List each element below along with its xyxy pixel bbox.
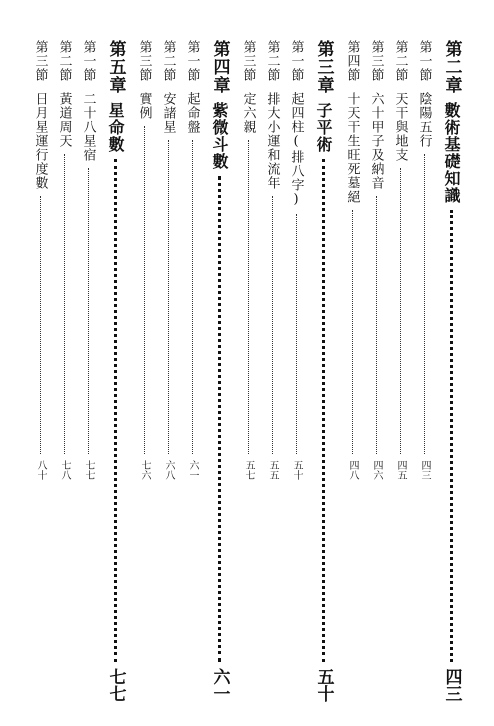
section-title: 實例 xyxy=(136,92,152,120)
page-number: 五七 xyxy=(243,460,254,480)
section-title: 日月星運行度數 xyxy=(32,92,48,190)
chapter-number: 第二章 xyxy=(441,40,462,94)
dot-leader xyxy=(424,154,425,454)
chapter-number: 第五章 xyxy=(105,40,126,94)
toc-chapter-4[interactable] xyxy=(208,40,230,702)
toc-section-3-3[interactable] xyxy=(240,40,256,480)
chapter-title: 子平術 xyxy=(314,102,333,153)
page-number: 四三 xyxy=(419,460,430,480)
dot-leader xyxy=(272,196,273,454)
page-number: 七八 xyxy=(59,460,70,480)
dot-leader xyxy=(40,196,41,454)
section-number: 第三節 xyxy=(136,40,152,82)
toc-chapter-2[interactable] xyxy=(440,40,462,702)
dot-leader xyxy=(144,126,145,454)
toc-chapter-5[interactable] xyxy=(104,40,126,702)
toc-section-2-2[interactable] xyxy=(392,40,408,480)
section-title: 黃道周天 xyxy=(56,92,72,148)
section-title: 六十甲子及納音 xyxy=(368,92,384,190)
section-number: 第二節 xyxy=(392,40,408,82)
dot-leader xyxy=(168,140,169,454)
section-number: 第一節 xyxy=(416,40,432,82)
toc-chapter-3[interactable] xyxy=(312,40,334,702)
section-number: 第三節 xyxy=(240,40,256,82)
section-title: 二十八星宿 xyxy=(80,92,96,162)
section-title: 起四柱(排八字) xyxy=(288,92,304,208)
chapter-title: 紫微斗數 xyxy=(210,102,229,170)
toc-section-4-1[interactable] xyxy=(184,40,200,480)
section-number: 第一節 xyxy=(288,40,304,82)
page-number: 六一 xyxy=(187,460,198,480)
page-number: 八十 xyxy=(35,460,46,480)
toc-section-5-2[interactable] xyxy=(56,40,72,480)
section-title: 陰陽五行 xyxy=(416,92,432,148)
dot-leader xyxy=(64,154,65,454)
page-number: 五十 xyxy=(291,460,302,480)
section-number: 第二節 xyxy=(264,40,280,82)
dot-leader xyxy=(88,168,89,454)
dot-leader xyxy=(376,196,377,454)
dot-leader xyxy=(450,210,453,662)
dot-leader xyxy=(322,159,325,662)
section-title: 定六親 xyxy=(240,92,256,134)
dot-leader xyxy=(114,159,117,662)
section-title: 排大小運和流年 xyxy=(264,92,280,190)
dot-leader xyxy=(296,214,297,454)
toc-section-4-3[interactable] xyxy=(136,40,152,480)
section-title: 安諸星 xyxy=(160,92,176,134)
section-number: 第四節 xyxy=(344,40,360,82)
page-number: 四八 xyxy=(347,460,358,480)
section-title: 十天干生旺死墓絕 xyxy=(344,92,360,204)
page-number: 六一 xyxy=(209,668,230,702)
section-number: 第二節 xyxy=(160,40,176,82)
dot-leader xyxy=(218,176,221,662)
page-number: 五五 xyxy=(267,460,278,480)
toc-section-3-1[interactable] xyxy=(288,40,304,480)
toc-section-2-1[interactable] xyxy=(416,40,432,480)
toc-section-2-4[interactable] xyxy=(344,40,360,480)
page-number: 五十 xyxy=(313,668,334,702)
section-number: 第二節 xyxy=(56,40,72,82)
dot-leader xyxy=(248,140,249,454)
page-number: 四六 xyxy=(371,460,382,480)
section-number: 第一節 xyxy=(80,40,96,82)
toc-section-5-1[interactable] xyxy=(80,40,96,480)
dot-leader xyxy=(192,140,193,454)
toc-section-5-3[interactable] xyxy=(32,40,48,480)
toc-section-3-2[interactable] xyxy=(264,40,280,480)
page-number: 四五 xyxy=(395,460,406,480)
page-number: 四三 xyxy=(441,668,462,702)
chapter-number: 第三章 xyxy=(313,40,334,94)
section-number: 第一節 xyxy=(184,40,200,82)
page-number: 七七 xyxy=(83,460,94,480)
toc-section-2-3[interactable] xyxy=(368,40,384,480)
toc-section-4-2[interactable] xyxy=(160,40,176,480)
page-number: 七六 xyxy=(139,460,150,480)
chapter-number: 第四章 xyxy=(209,40,230,94)
page-number: 六八 xyxy=(163,460,174,480)
section-number: 第三節 xyxy=(368,40,384,82)
dot-leader xyxy=(400,168,401,454)
section-title: 天干與地支 xyxy=(392,92,408,162)
chapter-title: 數術基礎知識 xyxy=(442,102,461,204)
chapter-title: 星命數 xyxy=(106,102,125,153)
section-title: 起命盤 xyxy=(184,92,200,134)
dot-leader xyxy=(352,210,353,454)
section-number: 第三節 xyxy=(32,40,48,82)
page-number: 七七 xyxy=(105,668,126,702)
